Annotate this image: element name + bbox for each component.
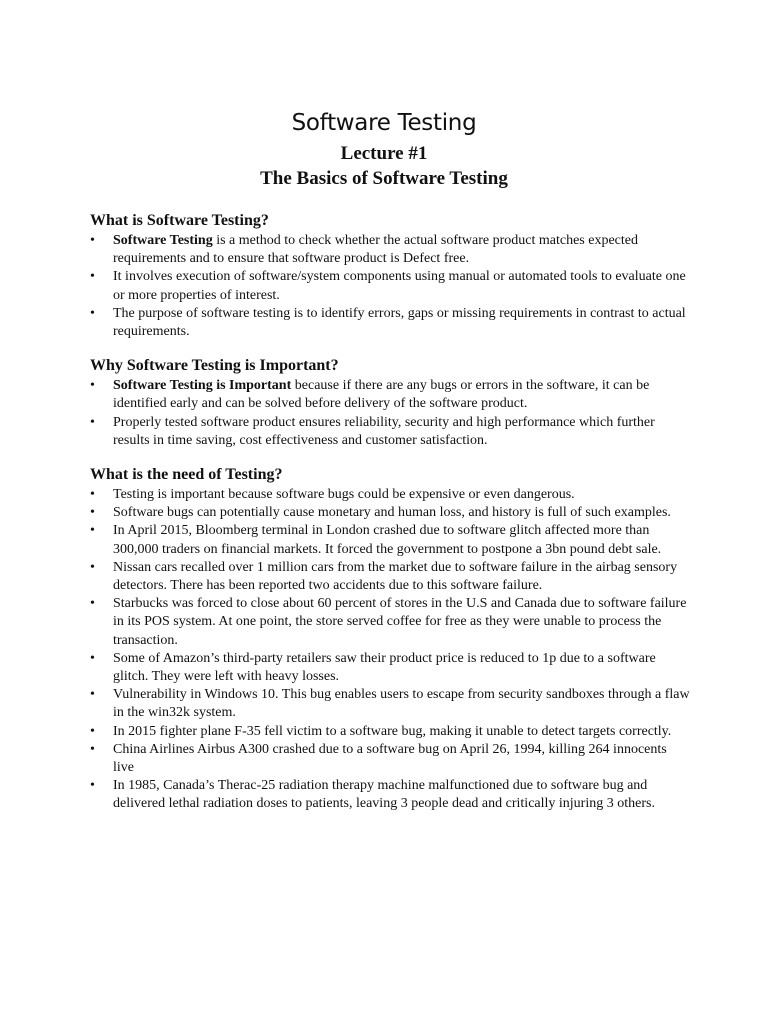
list-item bbox=[90, 559, 690, 595]
item-text: Starbucks was forced to close about 60 percent of stores in the U.S and Canada due to software failure in its POS system. At one point, the store served coffee for free as they were unable to process the transaction. bbox=[113, 596, 687, 648]
lecture-subtitle: The Basics of Software Testing bbox=[260, 168, 508, 189]
bullet-list bbox=[90, 377, 690, 450]
bullet-icon: • bbox=[90, 505, 95, 521]
document-title: Software Testing bbox=[291, 110, 477, 136]
item-text: Some of Amazon’s third-party retailers saw their product price is reduced to 1p due to a software glitch. They were left with heavy losses. bbox=[113, 650, 656, 685]
section-heading: Why Software Testing is Important? bbox=[90, 357, 339, 375]
bullet-icon: • bbox=[90, 269, 95, 285]
section-need-of-testing bbox=[90, 465, 690, 814]
list-item bbox=[90, 595, 690, 650]
bullet-icon: • bbox=[90, 687, 95, 703]
bullet-icon: • bbox=[90, 596, 95, 612]
item-text: In 2015 fighter plane F-35 fell victim to a software bug, making it unable to detect targets correctly. bbox=[113, 723, 672, 739]
item-text: Testing is important because software bugs could be expensive or even dangerous. bbox=[113, 487, 575, 503]
list-item bbox=[90, 268, 690, 304]
list-item bbox=[90, 741, 690, 777]
section-why-important bbox=[90, 356, 690, 450]
section-what-is-testing bbox=[90, 211, 690, 341]
bullet-list bbox=[90, 486, 690, 814]
item-text: The purpose of software testing is to identify errors, gaps or missing requirements in contrast to actual requirements. bbox=[113, 305, 686, 340]
bullet-icon: • bbox=[90, 650, 95, 666]
bullet-icon: • bbox=[90, 723, 95, 739]
list-item bbox=[90, 305, 690, 341]
bullet-icon: • bbox=[90, 559, 95, 575]
bullet-icon: • bbox=[90, 233, 95, 248]
item-text: Software bugs can potentially cause monetary and human loss, and history is full of such examples. bbox=[113, 505, 671, 521]
list-item bbox=[90, 723, 690, 741]
bullet-icon: • bbox=[90, 778, 95, 794]
list-item bbox=[90, 486, 690, 504]
section-heading: What is the need of Testing? bbox=[90, 466, 283, 484]
list-item bbox=[90, 686, 690, 722]
item-text: because if there are any bugs or errors in the software, it can be identified early and can be solved before delivery of the software product. bbox=[113, 378, 650, 412]
bullet-icon: • bbox=[90, 487, 95, 503]
section-heading: What is Software Testing? bbox=[90, 212, 269, 229]
bullet-icon: • bbox=[90, 305, 95, 321]
bullet-icon: • bbox=[90, 378, 95, 394]
item-bold-text: Software Testing bbox=[113, 233, 213, 248]
list-item bbox=[90, 377, 690, 413]
item-bold-text: Software Testing is Important bbox=[113, 378, 292, 394]
item-text: Nissan cars recalled over 1 million cars from the market due to software failure in the airbag sensory detectors. There has been reported two accidents due to this software failure. bbox=[113, 559, 678, 594]
item-text: In 1985, Canada’s Therac-25 radiation therapy machine malfunctioned due to software bug and delivered lethal radiation doses to patients, leaving 3 people dead and critically injuring 3 others. bbox=[113, 778, 655, 812]
bullet-icon: • bbox=[90, 741, 95, 757]
list-item bbox=[90, 777, 690, 813]
item-text: Vulnerability in Windows 10. This bug enables users to escape from security sandboxes through a flaw in the win32k system. bbox=[113, 687, 690, 721]
item-text: China Airlines Airbus A300 crashed due to a software bug on April 26, 1994, killing 264 innocents live bbox=[113, 741, 667, 776]
lecture-number: Lecture #1 bbox=[340, 143, 428, 164]
item-text: is a method to check whether the actual software product matches expected requirements and to ensure that software product is Defect free. bbox=[113, 233, 638, 267]
item-text: It involves execution of software/system components using manual or automated tools to evaluate one or more properties of interest. bbox=[113, 269, 686, 303]
item-text: Properly tested software product ensures reliability, security and high performance which further results in time saving, cost effectiveness and customer satisfaction. bbox=[113, 414, 655, 448]
list-item bbox=[90, 522, 690, 558]
bullet-icon: • bbox=[90, 523, 95, 539]
document-body bbox=[90, 211, 690, 829]
list-item bbox=[90, 414, 690, 450]
item-text: In April 2015, Bloomberg terminal in London crashed due to software glitch affected more than 300,000 traders on financial markets. It forced the government to postpone a 3bn pound debt sale. bbox=[113, 523, 662, 557]
bullet-icon: • bbox=[90, 414, 95, 430]
list-item bbox=[90, 504, 690, 522]
bullet-list bbox=[90, 232, 690, 341]
list-item bbox=[90, 650, 690, 686]
list-item bbox=[90, 232, 690, 268]
